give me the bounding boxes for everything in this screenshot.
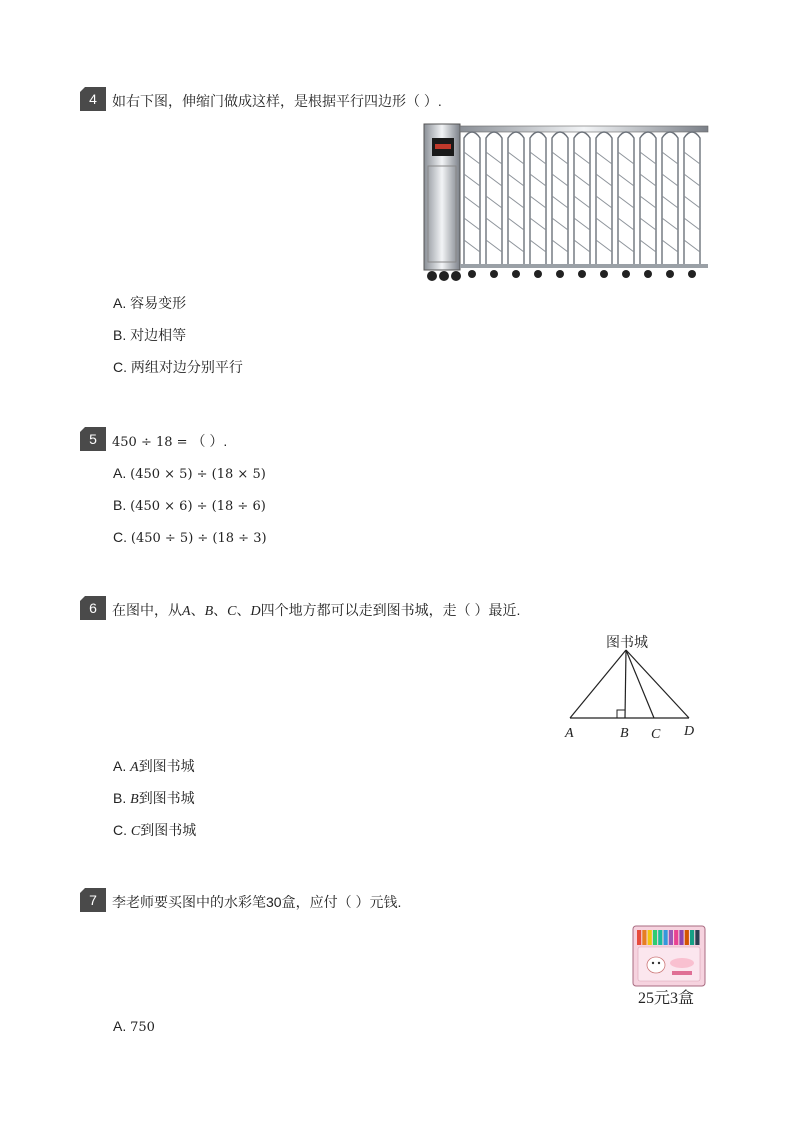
right-angle-mark [617, 710, 625, 718]
gate-brace [640, 196, 656, 208]
stem-part: 在图中，从 [112, 602, 182, 618]
gate-wheel [556, 270, 564, 278]
gate-wheel [578, 270, 586, 278]
stem-part: 四个地方都可以走到图书城，走（ ）最近. [260, 602, 521, 618]
price-label: 25元3盒 [638, 990, 695, 1007]
gate-brace [662, 152, 678, 164]
label-b: B [620, 726, 629, 741]
gate-brace [640, 152, 656, 164]
stem-part: 、 [190, 602, 205, 618]
gate-brace [596, 152, 612, 164]
pen-cap [690, 930, 694, 945]
gate-brace [508, 152, 524, 164]
option-var: C [130, 824, 141, 839]
pen-cap [658, 930, 662, 945]
question-stem: 如右下图，伸缩门做成这样，是根据平行四边形（ ）. [112, 93, 442, 109]
gate-brace [464, 240, 480, 252]
stem-math: 450 ÷ 18 = [112, 435, 188, 450]
gate-brace [640, 218, 656, 230]
option-var: B [130, 792, 139, 807]
option-prefix: B. [113, 497, 131, 513]
gate-brace [486, 174, 502, 186]
question-stem: 李老师要买图中的水彩笔30盒，应付（ ）元钱. [112, 894, 402, 910]
question-stem [112, 431, 227, 453]
column-wheel [427, 271, 437, 281]
gate-brace [508, 196, 524, 208]
question-number: 6 [89, 600, 97, 616]
point-var: D [250, 604, 261, 619]
gate-brace [618, 174, 634, 186]
gate-brace [486, 196, 502, 208]
gate-brace [596, 218, 612, 230]
option-text: 到图书城 [138, 790, 195, 806]
gate-brace [684, 152, 700, 164]
stem-part: 、 [213, 602, 228, 618]
gate-brace [596, 174, 612, 186]
option-c[interactable] [113, 820, 196, 842]
bookstore-distance-diagram [556, 628, 706, 744]
stem-tail: （ ）. [191, 433, 228, 449]
pen-cap [653, 930, 657, 945]
gate-wheel [644, 270, 652, 278]
question-number: 5 [89, 431, 97, 447]
gate-brace [684, 240, 700, 252]
gate-brace [464, 196, 480, 208]
option-prefix: A. [113, 465, 131, 481]
gate-brace [464, 174, 480, 186]
gate-brace [640, 174, 656, 186]
gate-brace [552, 218, 568, 230]
gate-wheel [622, 270, 630, 278]
point-var: B [204, 604, 214, 619]
gate-brace [684, 196, 700, 208]
option-c[interactable]: C. 两组对边分别平行 [113, 359, 243, 375]
gate-wheel [490, 270, 498, 278]
pen-cap [695, 930, 699, 945]
segment-c [626, 650, 654, 718]
question-number-badge [80, 87, 106, 111]
option-a[interactable] [113, 463, 266, 485]
retractable-gate-image [418, 118, 710, 286]
gate-brace [530, 240, 546, 252]
gate-brace [574, 218, 590, 230]
label-d: D [684, 724, 695, 739]
segment-d [626, 650, 689, 718]
pen-cap [685, 930, 689, 945]
question-number-badge [80, 596, 106, 620]
point-var: C [227, 604, 237, 619]
gate-brace [618, 240, 634, 252]
option-math: (450 × 5) ÷ (18 × 5) [130, 467, 266, 482]
option-var: A [130, 760, 139, 775]
stem-part: 、 [236, 602, 251, 618]
gate-brace [530, 196, 546, 208]
option-text: 到图书城 [140, 822, 197, 838]
column-wheel [439, 271, 449, 281]
question-number-badge [80, 888, 106, 912]
option-b[interactable] [113, 788, 195, 810]
gate-brace [574, 196, 590, 208]
segment-b [625, 650, 626, 718]
gate-brace [486, 240, 502, 252]
option-a[interactable] [113, 756, 195, 778]
gate-brace [508, 174, 524, 186]
gate-brace [618, 218, 634, 230]
gate-brace [530, 174, 546, 186]
question-number: 4 [89, 91, 97, 107]
option-math: (450 × 6) ÷ (18 ÷ 6) [130, 499, 266, 514]
gate-brace [464, 152, 480, 164]
gate-brace [574, 174, 590, 186]
gate-wheel [688, 270, 696, 278]
gate-brace [486, 152, 502, 164]
segment-a [570, 650, 626, 718]
gate-brace [530, 152, 546, 164]
gate-brace [662, 196, 678, 208]
pen-cap [664, 930, 668, 945]
gate-brace [596, 196, 612, 208]
question-number-badge [80, 427, 106, 451]
gate-brace [486, 218, 502, 230]
gate-brace [618, 196, 634, 208]
gate-brace [508, 218, 524, 230]
gate-brace [464, 218, 480, 230]
option-b[interactable]: B. 对边相等 [113, 327, 187, 343]
pen-cap [648, 930, 652, 945]
label-a: A [565, 726, 574, 741]
option-prefix: B. [113, 790, 131, 806]
pen-cap [642, 930, 646, 945]
option-a[interactable]: A. 容易变形 [113, 295, 187, 311]
option-prefix: A. [113, 758, 131, 774]
option-prefix: C. [113, 822, 131, 838]
option-math: (450 ÷ 5) ÷ (18 ÷ 3) [130, 531, 267, 546]
label-c: C [651, 727, 661, 742]
gate-wheel [512, 270, 520, 278]
gate-brace [662, 174, 678, 186]
gate-brace [684, 218, 700, 230]
gate-brace [640, 240, 656, 252]
option-b[interactable] [113, 495, 266, 517]
watercolor-pen-box-image [632, 925, 706, 987]
option-text: 到图书城 [138, 758, 195, 774]
option-c[interactable] [113, 527, 267, 549]
option-math: 750 [130, 1020, 155, 1035]
pen-cap [637, 930, 641, 945]
gate-wheel [468, 270, 476, 278]
gate-brace [530, 218, 546, 230]
question-stem [112, 600, 520, 622]
pen-cap [669, 930, 673, 945]
gate-brace [618, 152, 634, 164]
gate-brace [662, 218, 678, 230]
bookstore-label: 图书城 [606, 634, 648, 650]
gate-brace [662, 240, 678, 252]
option-prefix: C. [113, 529, 131, 545]
gate-brace [508, 240, 524, 252]
gate-brace [552, 196, 568, 208]
gate-wheel [600, 270, 608, 278]
pen-cap [674, 930, 678, 945]
pen-cap [679, 930, 683, 945]
gate-wheel [666, 270, 674, 278]
gate-brace [574, 240, 590, 252]
gate-wheel [534, 270, 542, 278]
option-a[interactable] [113, 1016, 155, 1038]
gate-brace [684, 174, 700, 186]
gate-brace [596, 240, 612, 252]
gate-brace [552, 152, 568, 164]
gate-brace [552, 174, 568, 186]
column-wheel [451, 271, 461, 281]
point-var: A [182, 604, 191, 619]
question-number: 7 [89, 892, 97, 908]
gate-brace [552, 240, 568, 252]
option-prefix: A. [113, 1018, 131, 1034]
gate-brace [574, 152, 590, 164]
